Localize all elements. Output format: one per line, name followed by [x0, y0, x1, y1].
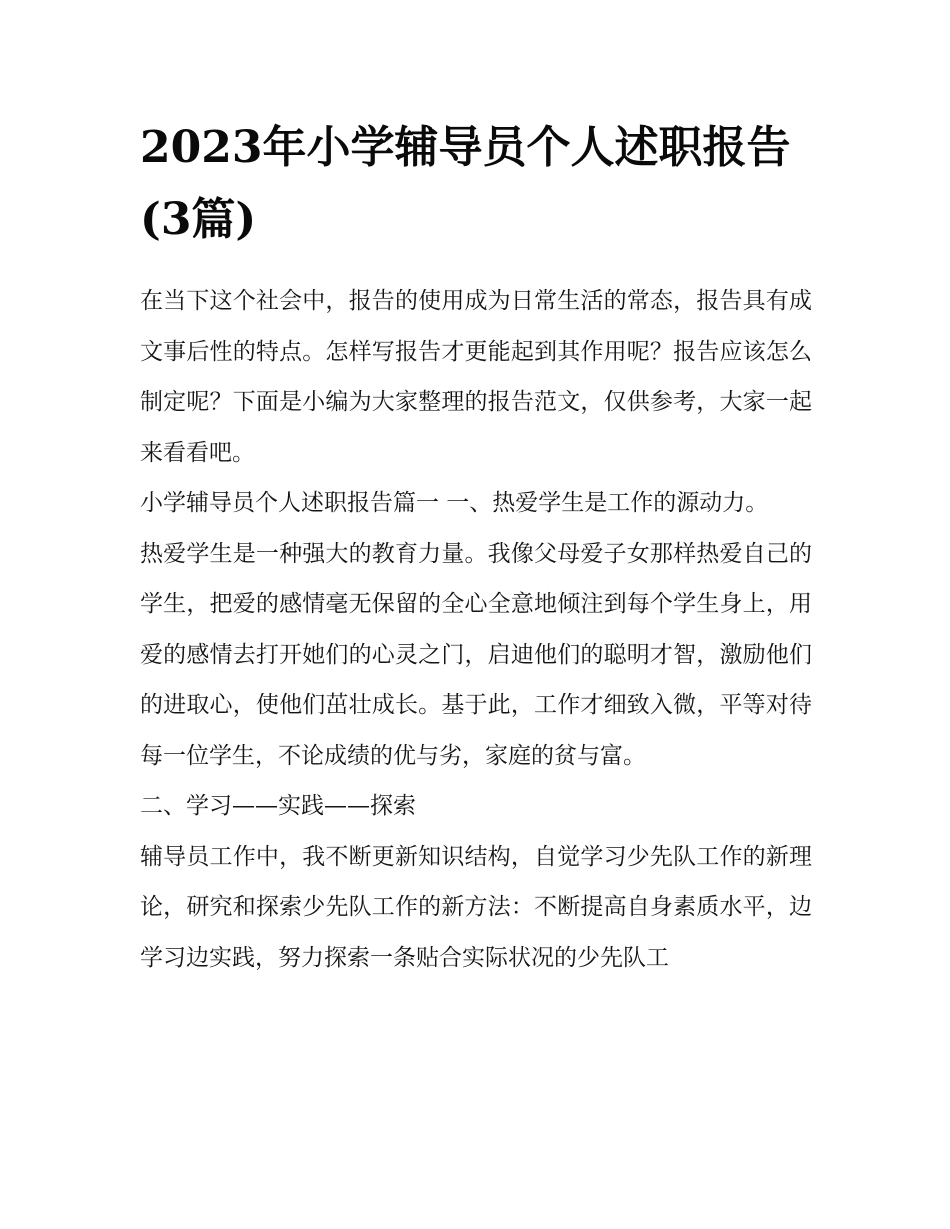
section-two-heading: 二、学习——实践——探索	[140, 793, 416, 819]
section-one-heading: 小学辅导员个人述职报告篇一 一、热爱学生是工作的源动力。	[140, 490, 769, 516]
body-paragraph: 热爱学生是一种强大的教育力量。我像父母爱子女那样热爱自己的学生，把爱的感情毫无保留的全心全意地倾注到每个学生身上，用爱的感情去打开她们的心灵之门，启迪他们的聪明才智，激励他们的进取心，使他们茁壮成长。基于此，工作才细致入微，平等对待每一位学生，不论成绩的优与劣，家庭的贫与富。	[140, 540, 812, 769]
document-page	[140, 112, 815, 983]
body-paragraph: 辅导员工作中，我不断更新知识结构，自觉学习少先队工作的新理论，研究和探索少先队工作的新方法：不断提高自身素质水平，边学习边实践，努力探索一条贴合实际状况的少先队工	[140, 843, 812, 971]
document-title: 2023年小学辅导员个人述职报告(3篇)	[140, 122, 791, 245]
intro-paragraph: 在当下这个社会中，报告的使用成为日常生活的常态，报告具有成文事后性的特点。怎样写报告才更能起到其作用呢？报告应该怎么制定呢？下面是小编为大家整理的报告范文，仅供参考，大家一起来看看吧。	[140, 288, 812, 466]
